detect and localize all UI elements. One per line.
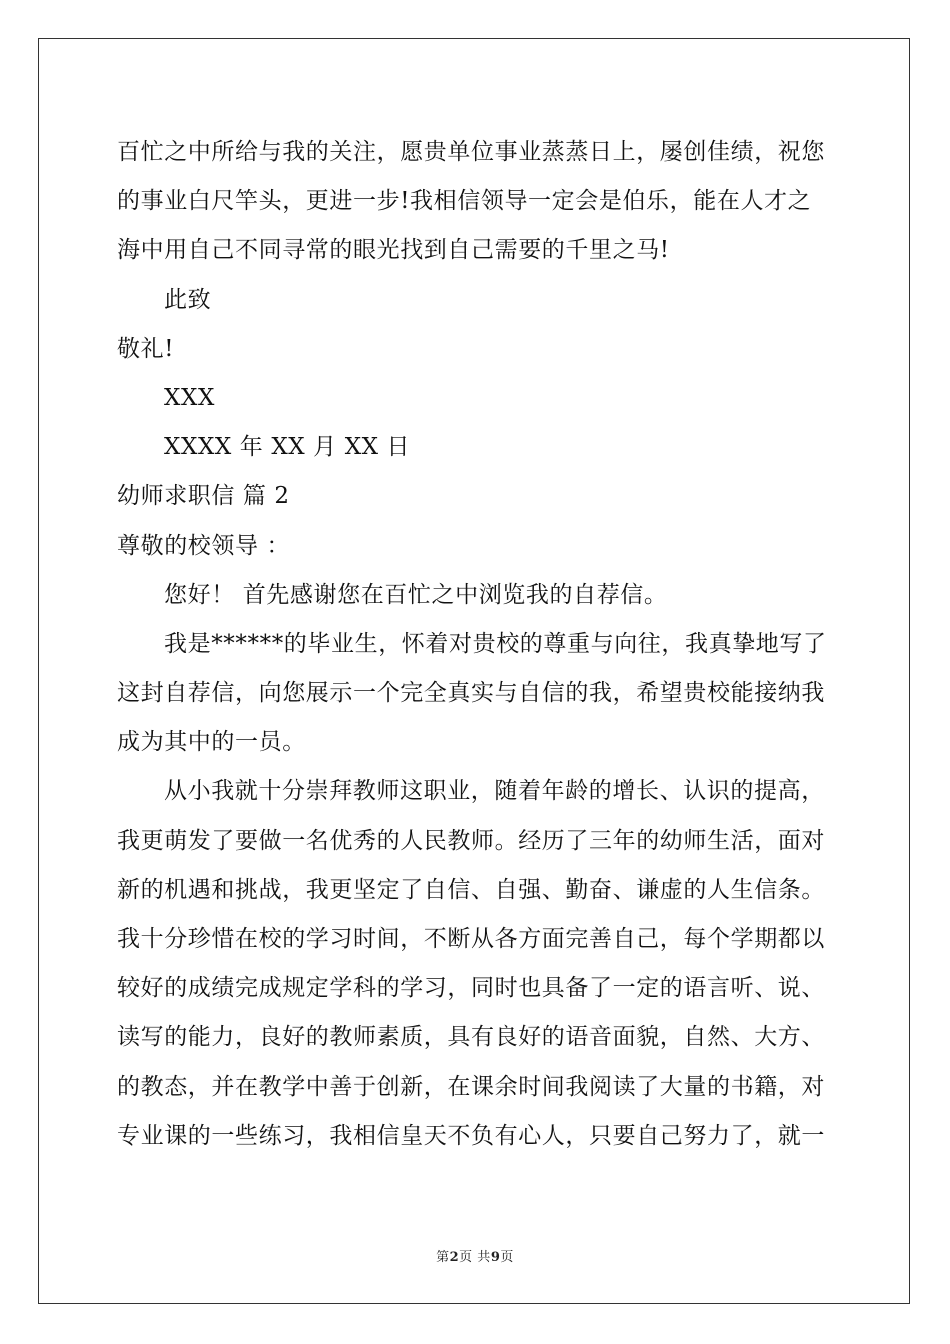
page-mid: 页 共 [459,1250,491,1265]
document-body [117,128,837,1161]
text-line: XXXX 年 XX 月 XX 日 [164,434,411,461]
text-line: 的事业白尺竿头，更进一步!我相信领导一定会是伯乐，能在人才之 [117,188,812,215]
text-line: 从小我就十分崇拜教师这职业，随着年龄的增长、认识的提高， [164,778,825,805]
text-line: 我是******的毕业生，怀着对贵校的尊重与向往，我真挚地写了 [164,630,827,657]
text-line: 您好！ 首先感谢您在百忙之中浏览我的自荐信。 [164,581,668,608]
total-pages-number: 9 [490,1250,501,1265]
text-line: XXX [164,384,215,411]
text-line: 幼师求职信 篇 2 [117,483,290,510]
text-line: 的教态，并在教学中善于创新，在课余时间我阅读了大量的书籍，对 [117,1073,825,1100]
text-line: 我更萌发了要做一名优秀的人民教师。经历了三年的幼师生活，面对 [117,827,825,854]
text-line: 专业课的一些练习，我相信皇天不负有心人，只要自己努力了，就一 [117,1122,825,1149]
text-line: 读写的能力，良好的教师素质，具有良好的语音面貌，自然、大方、 [117,1024,825,1051]
text-line: 新的机遇和挑战，我更坚定了自信、自强、勤奋、谦虚的人生信条。 [117,876,825,903]
text-line: 敬礼! [117,335,175,362]
current-page-number: 2 [449,1250,460,1265]
page-prefix: 第 [436,1250,450,1265]
text-line: 我十分珍惜在校的学习时间，不断从各方面完善自己，每个学期都以 [117,926,825,952]
page-footer [0,1246,950,1265]
text-line: 百忙之中所给与我的关注，愿贵单位事业蒸蒸日上，屡创佳绩，祝您 [117,139,825,165]
page-suffix: 页 [500,1250,514,1265]
text-line: 成为其中的一员。 [117,729,306,756]
text-line: 此致 [164,286,212,313]
text-line: 海中用自己不同寻常的眼光找到自己需要的千里之马! [117,237,670,264]
text-line: 这封自荐信，向您展示一个完全真实与自信的我，希望贵校能接纳我 [117,680,825,707]
text-line: 较好的成绩完成规定学科的学习，同时也具备了一定的语言听、说、 [117,975,825,1002]
text-line: 尊敬的校领导 ： [117,532,291,559]
